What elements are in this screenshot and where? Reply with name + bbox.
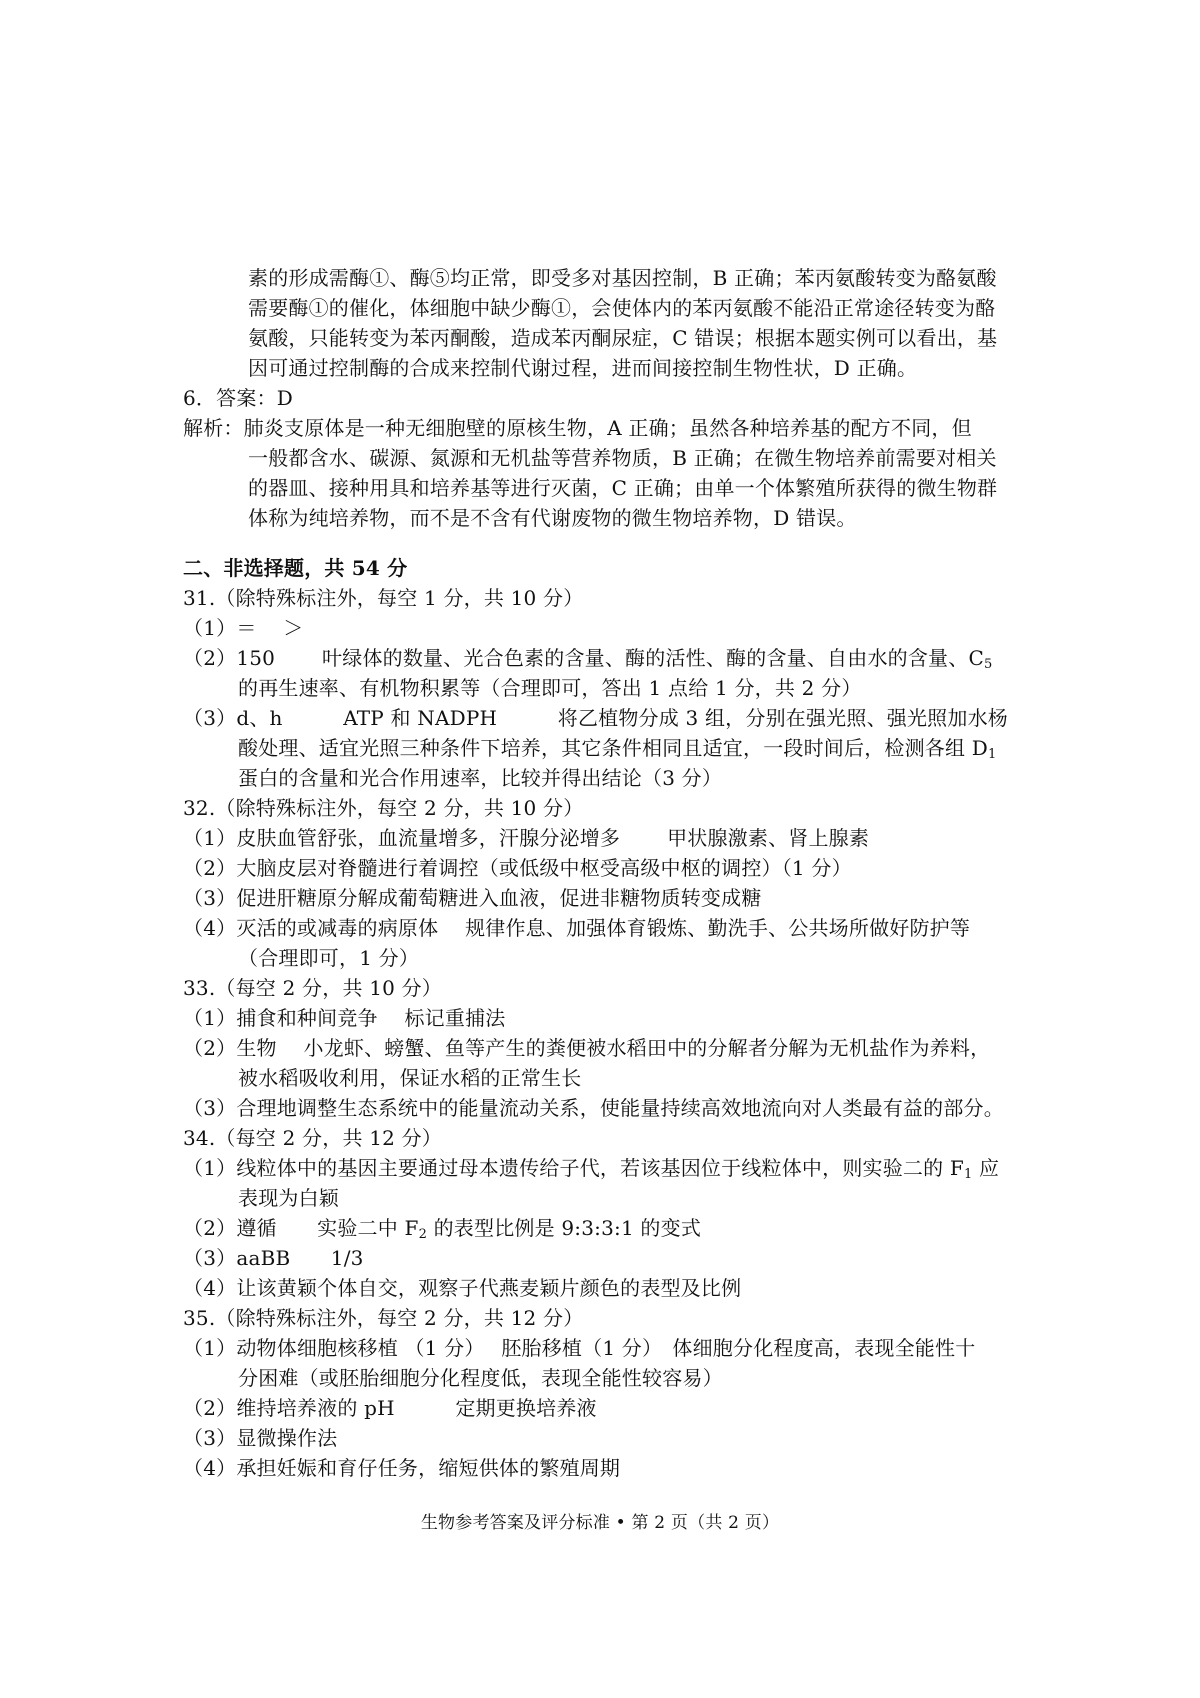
- q34-answer-2-tail: 的表型比例是 9:3:3:1 的变式: [427, 1216, 702, 1240]
- q31-answer-3-line-3: 蛋白的含量和光合作用速率，比较并得出结论（3 分）: [238, 766, 723, 790]
- q34-answer-2: [183, 1213, 701, 1243]
- q34-answer-4: （4）让该黄颖个体自交，观察子代燕麦颖片颜色的表型及比例: [183, 1276, 742, 1300]
- q35-heading: 35.（除特殊标注外，每空 2 分，共 12 分）: [183, 1306, 584, 1330]
- q6-answer: 6．答案：D: [183, 386, 293, 410]
- q32-heading: 32.（除特殊标注外，每空 2 分，共 10 分）: [183, 796, 584, 820]
- q32-answer-4-line-2: （合理即可，1 分）: [238, 946, 420, 970]
- q33-answer-2-line-2: 被水稻吸收利用，保证水稻的正常生长: [238, 1066, 582, 1090]
- q6-analysis-line-4: 体称为纯培养物，而不是不含有代谢废物的微生物培养物，D 错误。: [248, 506, 857, 530]
- q31-answer-3-line-1: （3）d、h ATP 和 NADPH 将乙植物分成 3 组，分别在强光照、强光照加水杨: [183, 706, 1008, 730]
- subscript-1: 1: [963, 1167, 973, 1182]
- q6-analysis-line-3: 的器皿、接种用具和培养基等进行灭菌，C 正确；由单一个体繁殖所获得的微生物群: [248, 476, 998, 500]
- q32-answer-2: （2）大脑皮层对脊髓进行着调控（或低级中枢受高级中枢的调控）（1 分）: [183, 856, 852, 880]
- q32-answer-3: （3）促进肝糖原分解成葡萄糖进入血液，促进非糖物质转变成糖: [183, 886, 762, 910]
- q34-answer-1-text: （1）线粒体中的基因主要通过母本遗传给子代，若该基因位于线粒体中，则实验二的 F: [183, 1156, 964, 1180]
- part2-title: 二、非选择题，共 54 分: [183, 556, 408, 580]
- q6-analysis-line-2: 一般都含水、碳源、氮源和无机盐等营养物质，B 正确；在微生物培养前需要对相关: [248, 446, 997, 470]
- q33-answer-1: （1）捕食和种间竞争 标记重捕法: [183, 1006, 506, 1030]
- q35-answer-1-line-1: （1）动物体细胞核移植 （1 分） 胚胎移植（1 分） 体细胞分化程度高，表现全能性十: [183, 1336, 976, 1360]
- q32-answer-4-line-1: （4）灭活的或减毒的病原体 规律作息、加强体育锻炼、勤洗手、公共场所做好防护等: [183, 916, 971, 940]
- q34-answer-1-tail: 应: [972, 1156, 1000, 1180]
- q31-heading: 31.（除特殊标注外，每空 1 分，共 10 分）: [183, 586, 584, 610]
- q35-answer-4: （4）承担妊娠和育仔任务，缩短供体的繁殖周期: [183, 1456, 621, 1480]
- q31-answer-2-line-2: 的再生速率、有机物积累等（合理即可，答出 1 点给 1 分，共 2 分）: [238, 676, 862, 700]
- q34-answer-2-text: （2）遵循 实验二中 F: [183, 1216, 419, 1240]
- subscript-5: 5: [983, 657, 993, 672]
- q35-answer-2: （2）维持培养液的 pH 定期更换培养液: [183, 1396, 597, 1420]
- q5-analysis-line-1: 素的形成需酶①、酶⑤均正常，即受多对基因控制，B 正确；苯丙氨酸转变为酪氨酸: [248, 266, 997, 290]
- q31-answer-1: （1）＝ ＞: [183, 616, 304, 640]
- q34-heading: 34.（每空 2 分，共 12 分）: [183, 1126, 443, 1150]
- q31-answer-3-text: 酸处理、适宜光照三种条件下培养，其它条件相同且适宜，一段时间后，检测各组 D: [238, 736, 988, 760]
- q31-answer-2-line-1: [183, 643, 992, 673]
- page-footer: 生物参考答案及评分标准 • 第 2 页（共 2 页）: [420, 1513, 780, 1533]
- q34-answer-1-line-2: 表现为白颖: [238, 1186, 339, 1210]
- q35-answer-1-line-2: 分困难（或胚胎细胞分化程度低，表现全能性较容易）: [238, 1366, 723, 1390]
- q5-analysis-line-4: 因可通过控制酶的合成来控制代谢过程，进而间接控制生物性状，D 正确。: [248, 356, 918, 380]
- q33-answer-2-line-1: （2）生物 小龙虾、螃蟹、鱼等产生的粪便被水稻田中的分解者分解为无机盐作为养料，: [183, 1036, 991, 1060]
- q33-heading: 33.（每空 2 分，共 10 分）: [183, 976, 443, 1000]
- subscript-1: 1: [988, 747, 997, 762]
- q5-analysis-line-3: 氨酸，只能转变为苯丙酮酸，造成苯丙酮尿症，C 错误；根据本题实例可以看出，基: [248, 326, 998, 350]
- q35-answer-3: （3）显微操作法: [183, 1426, 338, 1450]
- q32-answer-1: （1）皮肤血管舒张，血流量增多，汗腺分泌增多 甲状腺激素、肾上腺素: [183, 826, 870, 850]
- q5-analysis-line-2: 需要酶①的催化，体细胞中缺少酶①，会使体内的苯丙氨酸不能沿正常途径转变为酪: [248, 296, 996, 320]
- q31-answer-3-line-2: [238, 733, 996, 763]
- q34-answer-3: （3）aaBB 1/3: [183, 1246, 364, 1270]
- q34-answer-1-line-1: [183, 1153, 999, 1183]
- q6-analysis-line-1: 解析：肺炎支原体是一种无细胞壁的原核生物，A 正确；虽然各种培养基的配方不同，但: [183, 416, 972, 440]
- subscript-2: 2: [418, 1227, 428, 1242]
- q33-answer-3: （3）合理地调整生态系统中的能量流动关系，使能量持续高效地流向对人类最有益的部分。: [183, 1096, 1004, 1120]
- q31-answer-2-text: （2）150 叶绿体的数量、光合色素的含量、酶的活性、酶的含量、自由水的含量、C: [183, 646, 984, 670]
